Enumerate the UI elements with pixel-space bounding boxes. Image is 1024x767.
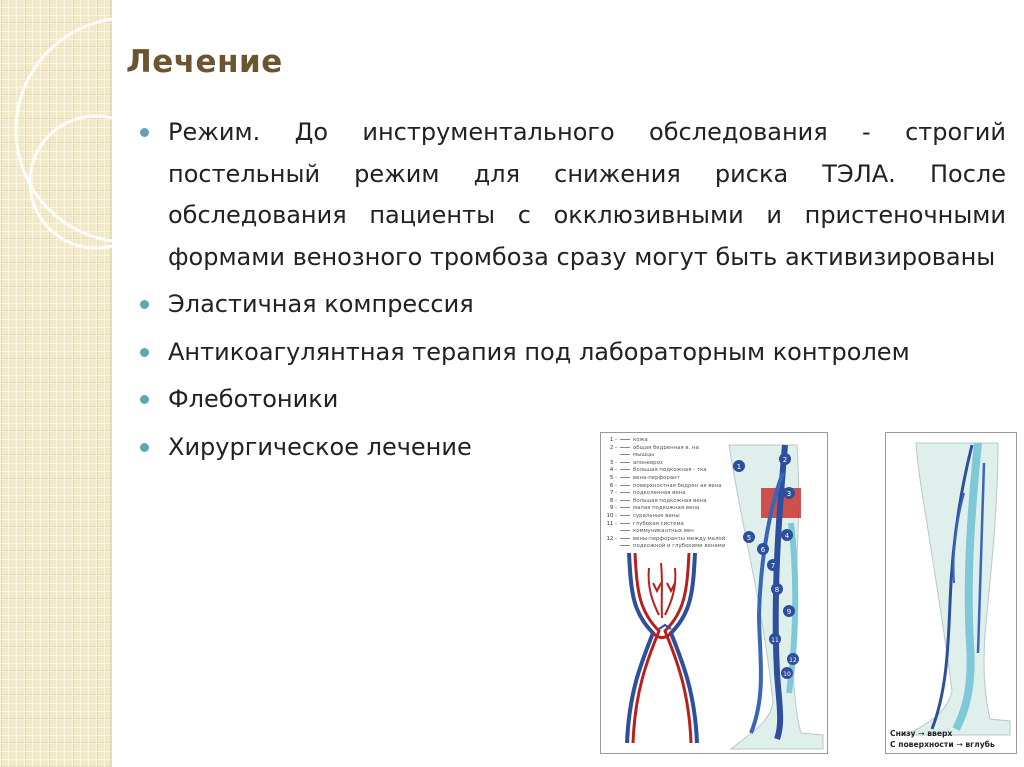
svg-text:5: 5: [746, 534, 752, 542]
valve-illustration: [627, 553, 697, 743]
bullet-text: Флеботоники: [168, 385, 339, 413]
bullet-regime: [136, 112, 1006, 278]
bullet-phlebotonics: [136, 379, 1006, 421]
svg-text:11: 11: [771, 637, 779, 644]
arrow-right-icon: →: [918, 729, 925, 738]
vein-illustration: [601, 433, 827, 753]
legend-item: 5 - вена-перфорант: [609, 474, 680, 481]
legend-item: 11 - глубокая система: [606, 520, 684, 527]
legend-item: 6 - поверхностная бедрен ая вена: [609, 482, 722, 489]
legend-item: 7 - подколенная вена: [609, 490, 686, 497]
svg-text:9: 9: [786, 608, 792, 616]
leg-illustration: [729, 445, 823, 749]
svg-text:6: 6: [760, 546, 766, 554]
svg-text:10: 10: [783, 671, 791, 678]
bullet-list: [136, 112, 1006, 468]
legend-item: подкожной и глубокими венами: [605, 543, 755, 551]
arrow-right-icon: →: [956, 740, 963, 749]
bullet-compression: [136, 284, 1006, 326]
bullet-text: Хирургическое лечение: [168, 432, 472, 461]
leg-veins-diagram: [600, 432, 828, 754]
bullet-anticoagulant: [136, 332, 1006, 374]
caption-bottom-up: Снизу → вверх: [890, 729, 953, 738]
legend-item: 2 - общая бедренная в. на: [609, 444, 699, 451]
caption-surface-deep: С поверхности → вглубь: [890, 740, 995, 749]
legend-item: 12 - вены-перфоранты между малой: [606, 535, 726, 542]
svg-text:2: 2: [782, 456, 788, 464]
svg-text:8: 8: [774, 586, 780, 594]
legend-item: коммуникантных вен: [605, 528, 755, 536]
slide-title: Лечение: [126, 44, 283, 80]
svg-text:3: 3: [786, 490, 792, 498]
bullet-dot: [140, 348, 149, 357]
bullet-text: Эластичная компрессия: [168, 290, 474, 318]
bullet-dot: [140, 128, 149, 137]
svg-text:7: 7: [770, 562, 776, 570]
legend-item: мышцы: [605, 452, 755, 460]
svg-text:1: 1: [736, 463, 742, 471]
bullet-text: Антикоагулянтная терапия под лабораторным контролем: [168, 337, 910, 366]
bullet-dot: [140, 300, 149, 309]
leg-deep-veins-diagram: [885, 432, 1017, 754]
bullet-dot: [140, 395, 149, 404]
legend-item: 3 - апоневроз: [609, 459, 663, 466]
bullet-text: Режим. До инструментального обследования - строгий постельный режим для снижения риска ТЭЛА. После обследования пациенты с окклюзивными и пристеночными формами венозного тромбоза сразу могут быть активизированы: [168, 118, 1006, 271]
legend-item: 4 - большая подкожная - тка: [609, 467, 707, 474]
legend-item: 1 - кожа: [609, 437, 648, 443]
bullet-surgery: [136, 427, 1006, 469]
bullet-dot: [140, 443, 149, 452]
svg-text:12: 12: [789, 657, 797, 664]
legend-item: 10 - суральные вены: [606, 512, 680, 519]
deep-veins-illustration: [886, 433, 1016, 753]
svg-text:4: 4: [784, 532, 790, 540]
legend-item: 9 - малая подкожная вена: [609, 505, 700, 512]
legend-item: 8 - большая подкожная вена: [609, 497, 707, 504]
